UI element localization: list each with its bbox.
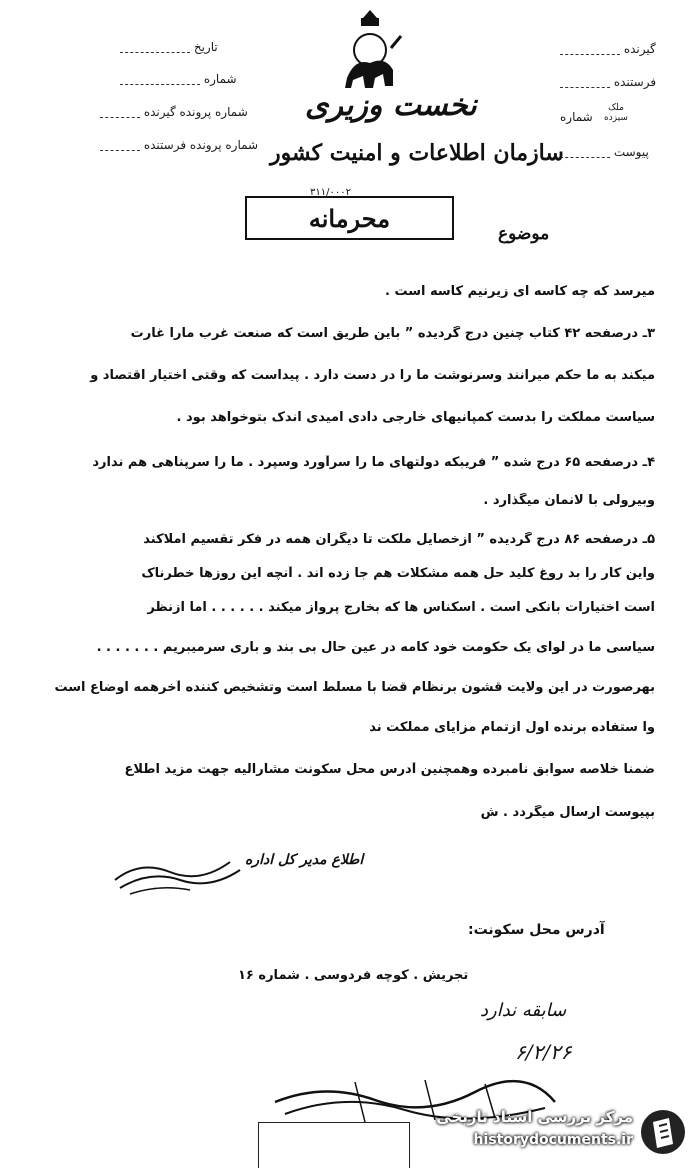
body-line: وا ستفاده برنده اول ازتمام مزایای مملکت ند bbox=[369, 720, 655, 735]
body-line: ۵ـ درصفحه ۸۶ درج گردیده ” ازخصایل ملکت تا دیگران همه در فکر تقسیم املاکند bbox=[143, 532, 655, 547]
body-line: وبیرولی با لانمان میگذارد . bbox=[483, 493, 655, 508]
receiver-file-field bbox=[100, 105, 248, 119]
number-field bbox=[120, 72, 237, 86]
date-blank bbox=[120, 42, 190, 53]
body-line: واین کار را بد روغ کلید حل همه مشکلات هم جا زده اند . آنچه این روزها خطرناک bbox=[141, 566, 655, 581]
sender-field bbox=[560, 75, 656, 89]
bottom-stamp-box bbox=[258, 1122, 410, 1168]
body-line: ۴ـ درصفحه ۶۵ درج شده ” فریبکه دولتهای ما را سرآورد وسپرد . ما را سرپناهی هم ندارد bbox=[92, 455, 655, 470]
body-line: میرسد که چه کاسه ای زیرنیم کاسه است . bbox=[384, 284, 655, 299]
number-label: شماره bbox=[203, 72, 237, 86]
date-label: تاریخ bbox=[193, 40, 218, 54]
sender-label: فرستنده bbox=[613, 75, 657, 89]
sender-file-blank bbox=[100, 140, 140, 151]
recipient-field bbox=[560, 42, 656, 56]
attachment-label: پیوست bbox=[613, 145, 649, 159]
attachment-field bbox=[560, 145, 649, 159]
body-line: بپیوست ارسال میگردد . ش bbox=[480, 805, 655, 820]
recipient-label: گیرنده bbox=[623, 42, 656, 56]
body-line: ضمنا خلاصه سوابق نامبرده وهمچنین آدرس محل سکونت مشارالیه جهت مزید اطلاع bbox=[124, 762, 655, 777]
watermark-url: historydocuments.ir bbox=[473, 1132, 633, 1148]
body-line: است اختیارات بانکی است . اسکناس ها که بخارج پرواز میکند . . . . . . اما ازنظر bbox=[147, 600, 655, 615]
sender-file-label: شماره پرونده فرستنده bbox=[143, 138, 259, 152]
office-subtitle: سازمان اطلاعات و امنیت کشور bbox=[270, 140, 564, 166]
classification-code: ۳۱۱/۰۰۰۲ bbox=[310, 187, 351, 198]
body-line: سیاسی ما در لوای یک حکومت خود کامه در عین حال بی بند و باری سرمیبریم . . . . . . . bbox=[96, 640, 655, 655]
subject-label: موضوع bbox=[498, 224, 550, 244]
sender-blank bbox=[560, 77, 610, 88]
watermark-name: مرکز بررسی اسناد تاریخی bbox=[436, 1108, 633, 1126]
signature-date: ۶/۲/۲۶ bbox=[515, 1040, 572, 1064]
attachment-blank bbox=[560, 147, 610, 158]
body-line: سیاست مملکت را بدست کمپانیهای خارجی دادی امیدی اندک بتوخواهد بود . bbox=[176, 410, 655, 425]
ref-number-annotation: ملک سیزده bbox=[604, 103, 628, 123]
address-value: تجریش . کوچه فردوسی . شماره ۱۶ bbox=[238, 968, 469, 983]
receiver-file-blank bbox=[100, 107, 140, 118]
office-title: نخست وزیری bbox=[305, 88, 477, 123]
address-label: آدرس محل سکونت: bbox=[468, 922, 605, 938]
handwritten-scribble bbox=[110, 850, 250, 904]
ref-number-label: شماره bbox=[560, 110, 593, 124]
ref-number-field bbox=[560, 110, 593, 124]
date-field bbox=[120, 40, 218, 54]
body-line: میکند به ما حکم میرانند وسرنوشت ما را در دست دارد . پیداست که وقتی اختیار اقتصاد و bbox=[90, 368, 655, 383]
recipient-blank bbox=[560, 44, 620, 55]
receiver-file-label: شماره پرونده گیرنده bbox=[143, 105, 248, 119]
archive-logo-icon bbox=[639, 1108, 687, 1160]
signature-note: سابقه ندارد bbox=[480, 1000, 567, 1021]
number-blank bbox=[120, 74, 200, 85]
handwritten-note: اطلاع مدیر کل اداره bbox=[245, 852, 364, 868]
body-line: ۳ـ درصفحه ۴۲ کتاب چنین درج گردیده ” باین طریق است که صنعت غرب مارا غارت bbox=[130, 326, 655, 341]
sender-file-field bbox=[100, 138, 258, 152]
classification-stamp: محرمانه bbox=[245, 196, 454, 240]
body-line: بهرصورت در این ولایت قشون برنظام قضا با مسلط است وتشخیص کننده آخرهمه اوضاع است bbox=[54, 680, 655, 695]
watermark bbox=[410, 1102, 695, 1162]
